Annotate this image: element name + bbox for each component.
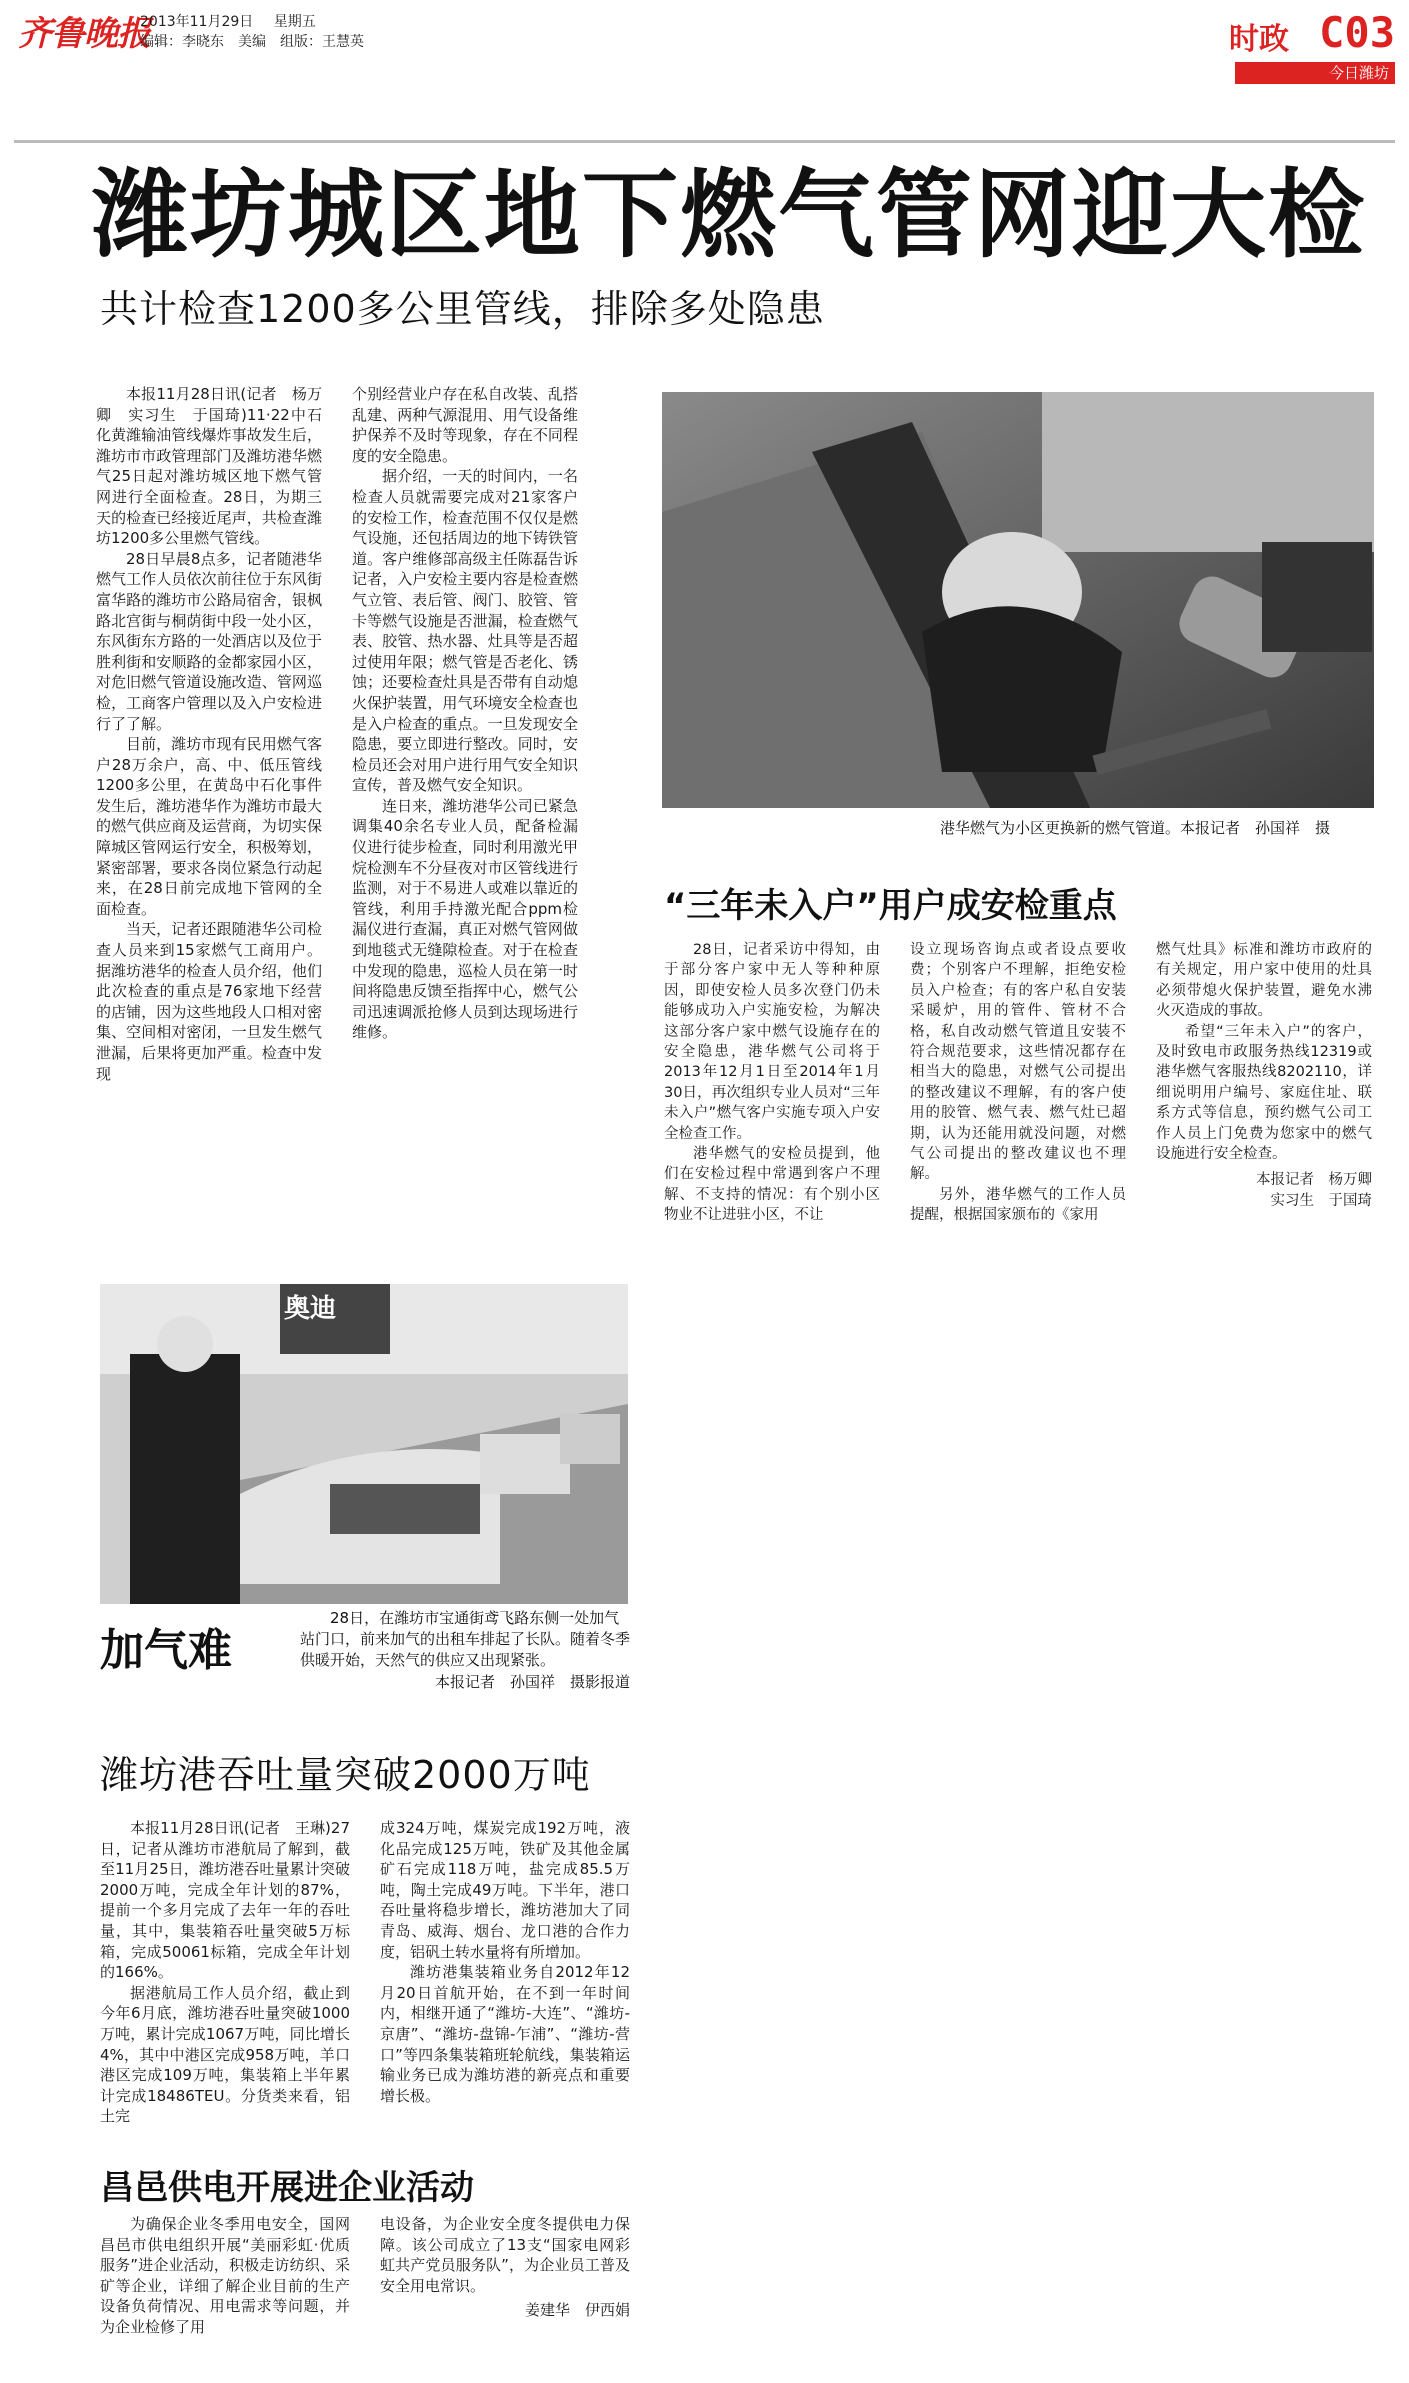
top-divider: [14, 140, 1395, 143]
taxi-photo-sign: 奥迪: [284, 1294, 337, 1324]
port-column-2: [380, 1818, 630, 2106]
taxi-queue-photo-art: [100, 1284, 628, 1604]
paragraph: 本报11月28日讯(记者 杨万卿 实习生 于国琦)11·22中石化黄潍输油管线爆炸事故发生后，潍坊市市政管理部门及潍坊港华燃气25日起对潍坊城区地下燃气管网进行全面检查。28日，为期三天的检查已经接近尾声，共检查潍坊1200多公里燃气管线。: [96, 385, 322, 548]
taxi-photo-title: 加气难: [100, 1625, 232, 1676]
paragraph: 希望“三年未入户”的客户，及时致电市政服务热线12319或港华燃气客服热线8202110，详细说明用户编号、家庭住址、联系方式等信息，预约燃气公司工作人员上门免费为您家中的燃气设施进行安全检查。: [1156, 1023, 1372, 1163]
lead-column-1: [96, 384, 322, 1084]
paragraph: 个别经营业户存在私自改装、乱搭乱建、两种气源混用、用气设备维护保养不及时等现象，存在不同程度的安全隐患。: [352, 385, 578, 465]
side-column-2: [910, 940, 1126, 1226]
lead-column-2: [352, 384, 578, 1043]
issue-date: 2013年11月29日: [140, 14, 254, 30]
side-column-3: [1156, 940, 1372, 1211]
port-column-1: [100, 1818, 350, 2127]
gas-pipe-photo-art: [662, 392, 1374, 808]
page-code: C03: [1319, 8, 1395, 57]
side-byline-2: 实习生 于国琦: [1270, 1192, 1372, 1209]
gas-pipe-photo-caption: 港华燃气为小区更换新的燃气管道。本报记者 孙国祥 摄: [940, 819, 1331, 837]
port-headline: 潍坊港吞吐量突破2000万吨: [100, 1753, 591, 1797]
subsection-banner: 今日潍坊: [1235, 62, 1395, 84]
paragraph: 成324万吨，煤炭完成192万吨，液化品完成125万吨，铁矿及其他金属矿石完成118万吨，盐完成85.5万吨，陶土完成49万吨。下半年，港口吞吐量将稳步增长，潍坊港加大了同青岛、威海、烟台、龙口港的合作力度，铝矾土转水量将有所增加。: [380, 1819, 630, 1961]
power-headline: 昌邑供电开展进企业活动: [100, 2168, 474, 2208]
side-column-1: [664, 940, 880, 1226]
lead-subhead: 共计检查1200多公里管线，排除多处隐患: [100, 287, 825, 331]
side-headline: “三年未入户”用户成安检重点: [664, 886, 1117, 926]
power-column-1: [100, 2214, 350, 2338]
paragraph: 港华燃气的安检员提到，他们在安检过程中常遇到客户不理解、不支持的情况：有个别小区物业不让进驻小区，不让: [664, 1146, 880, 1224]
issue-weekday: 星期五: [273, 14, 316, 30]
paragraph: 为确保企业冬季用电安全，国网昌邑市供电组织开展“美丽彩虹·优质服务”进企业活动，积极走访纺织、采矿等企业，详细了解企业目前的生产设备负荷情况、用电需求等问题，并为企业检修了用: [100, 2215, 350, 2336]
lead-headline: 潍坊城区地下燃气管网迎大检: [92, 159, 1366, 271]
paragraph: 潍坊港集装箱业务自2012年12月20日首航开始，在不到一年时间内，相继开通了“潍坊-大连”、“潍坊-京唐”、“潍坊-盘锦-乍浦”、“潍坊-营口”等四条集装箱班轮航线，集装箱运输业务已成为潍坊港的新亮点和重要增长极。: [380, 1963, 630, 2105]
paragraph: 电设备，为企业安全度冬提供电力保障。该公司成立了13支“国家电网彩虹共产党员服务队”，为企业员工普及安全用电常识。: [380, 2215, 630, 2295]
power-column-2: [380, 2214, 630, 2321]
paragraph: 目前，潍坊市现有民用燃气客户28万余户，高、中、低压管线1200多公里，在黄岛中石化事件发生后，潍坊港华作为潍坊市最大的燃气供应商及运营商，为切实保障城区管网运行安全，积极筹划，紧密部署，要求各岗位紧急行动起来，在28日前完成地下管网的全面检查。: [96, 735, 322, 918]
paragraph: 据港航局工作人员介绍，截止到今年6月底，潍坊港吞吐量突破1000万吨，累计完成1067万吨，同比增长4%，其中中港区完成958万吨，羊口港区完成109万吨，集装箱上半年累计完成18486TEU。分货类来看，铝土完: [100, 1983, 350, 2126]
paragraph: 连日来，潍坊港华公司已紧急调集40余名专业人员，配备检漏仪进行徒步检查，同时利用激光甲烷检测车不分昼夜对市区管线进行监测，对于不易进人或难以靠近的管线，利用手持激光配合ppm检漏仪进行查漏，真正对燃气管网做到地毯式无缝隙检查。对于在检查中发现的隐患，巡检人员在第一时间将隐患反馈至指挥中心，燃气公司迅速调派抢修人员到达现场进行维修。: [352, 796, 578, 1042]
paragraph: 28日，记者采访中得知，由于部分客户家中无人等种种原因，即使安检人员多次登门仍未能够成功入户实施安检，为解决这部分客户家中燃气设施存在的安全隐患，港华燃气公司将于2013年12月1日至2014年1月30日，再次组织专业人员对“三年未入户”燃气客户实施专项入户安全检查工作。: [664, 942, 880, 1142]
paragraph: 设立现场咨询点或者设点要收费；个别客户不理解，拒绝安检员入户检查；有的客户私自安装采暖炉，用的管件、管材不合格，私自改动燃气管道且安装不符合规范要求，这些情况都存在相当大的隐患，对燃气公司提出的整改建议不理解，有的客户使用的胶管、燃气表、燃气灶已超期，认为还能用就没问题，对燃气公司提出的整改建议也不理解。: [910, 942, 1126, 1183]
side-byline-1: 本报记者 杨万卿: [1256, 1172, 1372, 1189]
paragraph: 燃气灶具》标准和潍坊市政府的有关规定，用户家中使用的灶具必须带熄火保护装置，避免水沸火灭造成的事故。: [1156, 942, 1372, 1020]
masthead-logo: 齐鲁晚报: [18, 14, 150, 54]
power-byline: 姜建华 伊西娟: [524, 2301, 630, 2320]
taxi-photo-byline: 本报记者 孙国祥 摄影报道: [434, 1673, 630, 1691]
paragraph: 本报11月28日讯(记者 王琳)27日，记者从潍坊市港航局了解到，截至11月25日，潍坊港吞吐量累计突破2000万吨，完成全年计划的87%，提前一个多月完成了去年一年的吞吐量，其中，集装箱吞吐量突破5万标箱，完成50061标箱，完成全年计划的166%。: [100, 1819, 350, 1982]
masthead-meta: [140, 12, 364, 52]
paragraph: 当天，记者还跟随港华公司检查人员来到15家燃气工商用户。据潍坊港华的检查人员介绍，他们此次检查的重点是76家地下经营的店铺，因为这些地段人口相对密集、空间相对密闭，一旦发生燃气泄漏，后果将更加严重。检查中发现: [96, 920, 322, 1083]
section-label: 时政: [1229, 22, 1289, 57]
gas-pipe-photo: [662, 392, 1374, 808]
taxi-photo-caption: 28日，在潍坊市宝通街鸢飞路东侧一处加气站门口，前来加气的出租车排起了长队。随着冬季供暖开始，天然气的供应又出现紧张。: [300, 1609, 631, 1669]
taxi-queue-photo: [100, 1284, 628, 1604]
editor-credits: 编辑：李晓东 美编 组版：王慧英: [140, 34, 364, 50]
paragraph: 据介绍，一天的时间内，一名检查人员就需要完成对21家客户的安检工作，检查范围不仅仅是燃气设施，还包括周边的地下铸铁管道。客户维修部高级主任陈磊告诉记者，入户安检主要内容是检查燃气立管、表后管、阀门、胶管、管卡等燃气设施是否泄漏，检查燃气表、胶管、热水器、灶具等是否超过使用年限；燃气管是否老化、锈蚀；还要检查灶具是否带有自动熄火保护装置，用气环境安全检查也是入户检查的重点。一旦发现安全隐患，要立即进行整改。同时，安检员还会对用户进行用气安全知识宣传，普及燃气安全知识。: [352, 467, 578, 795]
paragraph: 另外，港华燃气的工作人员提醒，根据国家颁布的《家用: [910, 1186, 1126, 1224]
paragraph: 28日早晨8点多，记者随港华燃气工作人员依次前往位于东风街富华路的潍坊市公路局宿舍，银枫路北宫街与桐荫街中段一处小区，东风街东方路的一处酒店以及位于胜利街和安顺路的金都家园小区，对危旧燃气管道设施改造、管网巡检，工商客户管理以及入户安检进行了了解。: [96, 549, 322, 733]
